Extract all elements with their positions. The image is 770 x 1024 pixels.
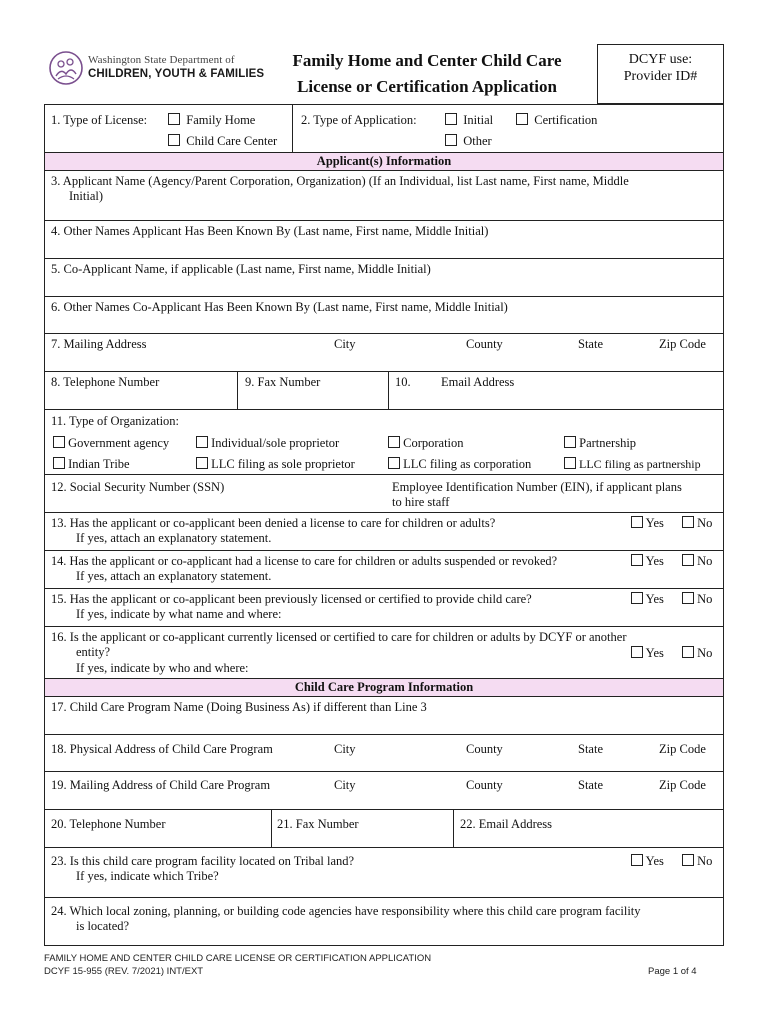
q23-yes-checkbox[interactable]: [631, 854, 643, 866]
city-label: City: [334, 337, 356, 351]
ssn-label: 12. Social Security Number (SSN): [51, 480, 225, 494]
certification-label: Certification: [534, 113, 598, 127]
program-zip-label: Zip Code: [659, 778, 706, 792]
row-physical-address[interactable]: [45, 735, 723, 772]
child-care-center-checkbox[interactable]: [168, 134, 180, 146]
dcyf-use-label: DCYF use:: [628, 52, 693, 67]
provider-id-label: Provider ID#: [623, 69, 698, 84]
initial-checkbox[interactable]: [445, 113, 457, 125]
family-home-label: Family Home: [186, 113, 256, 127]
row-license-application-type: [45, 105, 723, 153]
llc-corporation-label: LLC filing as corporation: [403, 457, 532, 471]
government-agency-label: Government agency: [68, 436, 170, 450]
form-title-line1: Family Home and Center Child Care: [292, 51, 562, 70]
q23-label-line2: If yes, indicate which Tribe?: [76, 869, 219, 883]
dcyf-use-box[interactable]: [597, 44, 724, 104]
q13-label-line2: If yes, attach an explanatory statement.: [76, 531, 272, 545]
row-q14-suspended: [45, 551, 723, 589]
q15-label-line1: 15. Has the applicant or co-applicant been previously licensed or certified to provide child care?: [51, 592, 532, 606]
q15-yes-option[interactable]: [631, 592, 664, 607]
individual-option[interactable]: [196, 436, 339, 451]
q15-no-checkbox[interactable]: [682, 592, 694, 604]
program-email-label: 22. Email Address: [460, 817, 553, 831]
co-applicant-name-label: 5. Co-Applicant Name, if applicable (Last name, First name, Middle Initial): [51, 262, 431, 276]
q15-yes-checkbox[interactable]: [631, 592, 643, 604]
county-label: County: [466, 337, 503, 351]
physical-city-label: City: [334, 742, 356, 756]
footer-form-number: DCYF 15-955 (REV. 7/2021) INT/EXT: [44, 966, 204, 977]
other-checkbox[interactable]: [445, 134, 457, 146]
row-q15-previously-licensed: [45, 589, 723, 627]
program-name-label: 17. Child Care Program Name (Doing Business As) if different than Line 3: [51, 700, 427, 714]
q24-label-line2: is located?: [76, 919, 130, 933]
application-form: [44, 104, 724, 946]
row-co-applicant-name[interactable]: [45, 259, 723, 297]
zip-code-label: Zip Code: [659, 337, 706, 351]
program-county-label: County: [466, 778, 503, 792]
type-of-license-label: 1. Type of License:: [51, 113, 148, 127]
llc-sole-checkbox[interactable]: [196, 457, 208, 469]
child-care-center-option[interactable]: [168, 134, 277, 149]
dept-name-line1: Washington State Department of: [88, 54, 235, 66]
q16-yes-option[interactable]: [631, 646, 664, 661]
row-program-mailing-address[interactable]: [45, 772, 723, 810]
q16-label-line3: If yes, indicate by who and where:: [76, 661, 249, 675]
indian-tribe-checkbox[interactable]: [53, 457, 65, 469]
q14-yes-label: Yes: [645, 554, 664, 568]
q14-label-line1: 14. Has the applicant or co-applicant had a license to care for children or adults suspended or revoked?: [51, 554, 558, 568]
footer-form-name: FAMILY HOME AND CENTER CHILD CARE LICENSE OR CERTIFICATION APPLICATION: [44, 953, 432, 964]
q13-yes-option[interactable]: [631, 516, 664, 531]
q13-yes-checkbox[interactable]: [631, 516, 643, 528]
dcyf-logo: [48, 50, 278, 90]
q15-no-option[interactable]: [682, 592, 712, 607]
other-option[interactable]: [445, 134, 492, 149]
q16-no-checkbox[interactable]: [682, 646, 694, 658]
certification-option[interactable]: [516, 113, 597, 128]
dept-name-line2: CHILDREN, YOUTH & FAMILIES: [88, 68, 265, 80]
row-applicant-other-names[interactable]: [45, 221, 723, 259]
q14-no-label: No: [697, 554, 713, 568]
row-mailing-address[interactable]: [45, 334, 723, 372]
certification-checkbox[interactable]: [516, 113, 528, 125]
fax-label: 9. Fax Number: [245, 375, 321, 389]
individual-checkbox[interactable]: [196, 436, 208, 448]
row-organization-type: [45, 410, 723, 475]
partnership-option[interactable]: [564, 436, 636, 451]
individual-label: Individual/sole proprietor: [211, 436, 340, 450]
llc-sole-option[interactable]: [196, 457, 355, 472]
row-phone-fax-email: [45, 372, 723, 410]
other-label: Other: [463, 134, 492, 148]
row-program-name[interactable]: [45, 697, 723, 735]
physical-county-label: County: [466, 742, 503, 756]
government-agency-option[interactable]: [53, 436, 169, 451]
email-number-label: 10.: [395, 375, 411, 389]
family-home-checkbox[interactable]: [168, 113, 180, 125]
llc-corporation-option[interactable]: [388, 457, 531, 472]
row-co-applicant-other-names[interactable]: [45, 297, 723, 334]
q13-no-checkbox[interactable]: [682, 516, 694, 528]
corporation-checkbox[interactable]: [388, 436, 400, 448]
program-telephone-label: 20. Telephone Number: [51, 817, 166, 831]
email-label: Email Address: [441, 375, 515, 389]
organization-type-label: 11. Type of Organization:: [51, 414, 180, 428]
footer-page-number: Page 1 of 4: [648, 966, 697, 977]
corporation-label: Corporation: [403, 436, 464, 450]
q16-yes-checkbox[interactable]: [631, 646, 643, 658]
llc-partnership-label: LLC filing as partnership: [579, 457, 701, 471]
form-title: [272, 48, 582, 100]
partnership-checkbox[interactable]: [564, 436, 576, 448]
dcyf-seal-icon: [48, 50, 84, 86]
indian-tribe-option[interactable]: [53, 457, 130, 472]
q13-no-option[interactable]: [682, 516, 712, 531]
section-program-information: Child Care Program Information: [45, 679, 723, 697]
physical-state-label: State: [578, 742, 603, 756]
q13-yes-label: Yes: [645, 516, 664, 530]
q16-no-option[interactable]: [682, 646, 712, 661]
initial-option[interactable]: [445, 113, 493, 128]
program-city-label: City: [334, 778, 356, 792]
initial-label: Initial: [463, 113, 494, 127]
family-home-option[interactable]: [168, 113, 255, 128]
row-ssn-ein[interactable]: [45, 475, 723, 513]
row-q16-currently-licensed: [45, 627, 723, 679]
type-of-application-label: 2. Type of Application:: [301, 113, 417, 127]
q14-no-option[interactable]: [682, 554, 712, 569]
q15-yes-label: Yes: [645, 592, 664, 606]
applicant-other-names-label: 4. Other Names Applicant Has Been Known By (Last name, First name, Middle Initial): [51, 224, 489, 238]
q23-no-option[interactable]: [682, 854, 712, 869]
q23-no-checkbox[interactable]: [682, 854, 694, 866]
llc-sole-label: LLC filing as sole proprietor: [211, 457, 355, 471]
llc-partnership-option[interactable]: [564, 457, 701, 472]
state-label: State: [578, 337, 603, 351]
child-care-center-label: Child Care Center: [186, 134, 278, 148]
q15-label-line2: If yes, indicate by what name and where:: [76, 607, 282, 621]
government-agency-checkbox[interactable]: [53, 436, 65, 448]
applicant-name-label-line1: 3. Applicant Name (Agency/Parent Corporation, Organization) (If an Individual, list Last name, First name, Middle: [51, 174, 629, 188]
llc-partnership-checkbox[interactable]: [564, 457, 576, 469]
program-fax-label: 21. Fax Number: [277, 817, 359, 831]
q16-yes-label: Yes: [645, 646, 664, 660]
row-q24-zoning-agencies[interactable]: [45, 898, 723, 946]
mailing-address-label: 7. Mailing Address: [51, 337, 147, 351]
co-applicant-other-names-label: 6. Other Names Co-Applicant Has Been Known By (Last name, First name, Middle Initial): [51, 300, 508, 314]
q23-no-label: No: [697, 854, 713, 868]
corporation-option[interactable]: [388, 436, 464, 451]
q16-no-label: No: [697, 646, 713, 660]
program-mailing-address-label: 19. Mailing Address of Child Care Program: [51, 778, 271, 792]
row-q23-tribal-land: [45, 848, 723, 898]
q13-label-line1: 13. Has the applicant or co-applicant been denied a license to care for children or adults?: [51, 516, 496, 530]
partnership-label: Partnership: [579, 436, 637, 450]
q23-yes-option[interactable]: [631, 854, 664, 869]
physical-address-label: 18. Physical Address of Child Care Program: [51, 742, 273, 756]
telephone-label: 8. Telephone Number: [51, 375, 160, 389]
applicant-name-label-line2: Initial): [69, 189, 104, 203]
q23-label-line1: 23. Is this child care program facility located on Tribal land?: [51, 854, 355, 868]
llc-corporation-checkbox[interactable]: [388, 457, 400, 469]
ein-label-line1: Employee Identification Number (EIN), if applicant plans: [392, 480, 682, 494]
q16-label-line2: entity?: [76, 645, 111, 659]
q13-no-label: No: [697, 516, 713, 530]
q16-label-line1: 16. Is the applicant or co-applicant currently licensed or certified to care for children or adults by DCYF or another: [51, 630, 627, 644]
form-title-line2: License or Certification Application: [297, 77, 557, 96]
section-applicant-information: Applicant(s) Information: [45, 153, 723, 171]
indian-tribe-label: Indian Tribe: [68, 457, 130, 471]
ein-label-line2: to hire staff: [392, 495, 450, 509]
q15-no-label: No: [697, 592, 713, 606]
q23-yes-label: Yes: [645, 854, 664, 868]
q14-yes-checkbox[interactable]: [631, 554, 643, 566]
row-q13-denied: [45, 513, 723, 551]
row-applicant-name[interactable]: [45, 171, 723, 221]
row-program-phone-fax-email: [45, 810, 723, 848]
q24-label-line1: 24. Which local zoning, planning, or building code agencies have responsibility where this child care program facility: [51, 904, 641, 918]
program-state-label: State: [578, 778, 603, 792]
q14-label-line2: If yes, attach an explanatory statement.: [76, 569, 272, 583]
q14-yes-option[interactable]: [631, 554, 664, 569]
q14-no-checkbox[interactable]: [682, 554, 694, 566]
physical-zip-label: Zip Code: [659, 742, 706, 756]
